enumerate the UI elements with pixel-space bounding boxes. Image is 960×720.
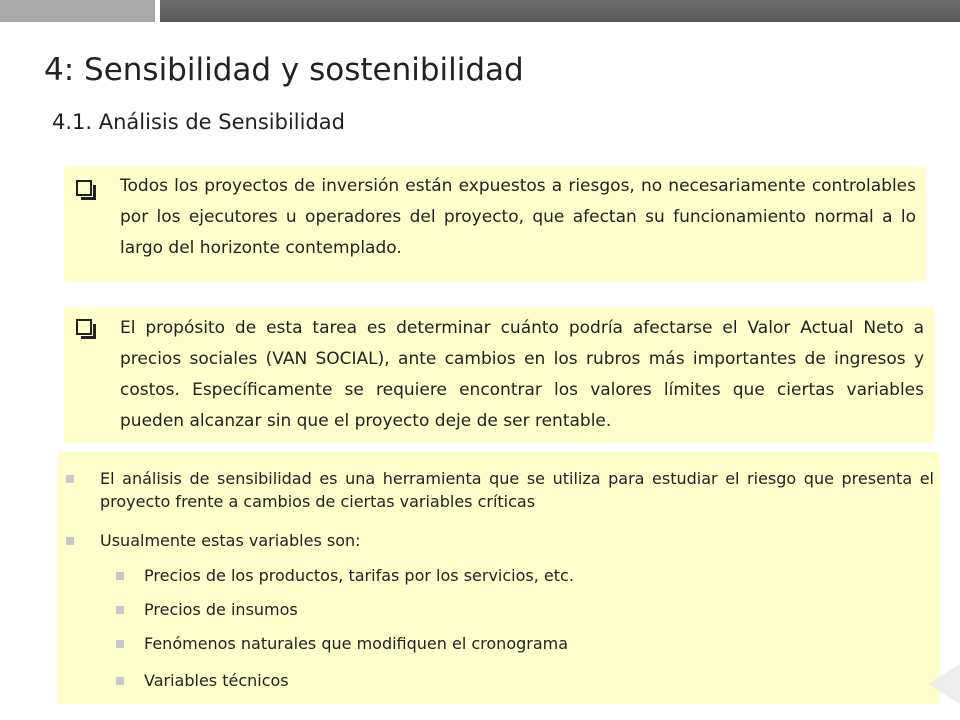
square-bullet-icon [66, 475, 74, 483]
risks-paragraph: Todos los proyectos de inversión están expuestos a riesgos, no necesariamente controlables por los ejecutores u operadores del proyecto, que afectan su funcionamiento normal a lo largo del horizonte contemplado. [120, 176, 916, 258]
list-item: Usualmente estas variables son: [100, 531, 361, 550]
checkbox-bullet-icon [76, 180, 92, 196]
sub-list-item: Variables técnicos [144, 671, 289, 690]
top-bar-left [0, 0, 155, 22]
sub-list-item: Fenómenos naturales que modifiquen el cronograma [144, 634, 569, 653]
slide-title: 4: Sensibilidad y sostenibilidad [44, 52, 524, 88]
slide-subtitle: 4.1. Análisis de Sensibilidad [52, 110, 345, 134]
square-bullet-icon [116, 606, 124, 614]
top-bar [160, 0, 960, 22]
checkbox-bullet-icon [76, 319, 92, 335]
square-bullet-icon [116, 640, 124, 648]
square-bullet-icon [66, 537, 74, 545]
sub-list-item: Precios de los productos, tarifas por los servicios, etc. [144, 566, 574, 585]
purpose-paragraph: El propósito de esta tarea es determinar cuánto podría afectarse el Valor Actual Neto a precios sociales (VAN SOCIAL), ante cambios en los rubros más importantes de ingresos y costos. Específicamente se requiere encontrar los valores límites que ciertas variables pueden alcanzar sin que el proyecto deje de ser rentable. [120, 318, 924, 431]
next-arrow-icon[interactable] [920, 656, 960, 712]
square-bullet-icon [116, 572, 124, 580]
square-bullet-icon [116, 677, 124, 685]
sub-list-item: Precios de insumos [144, 600, 298, 619]
list-item: El análisis de sensibilidad es una herramienta que se utiliza para estudiar el riesgo que presenta el proyecto frente a cambios de ciertas variables críticas [100, 469, 934, 511]
